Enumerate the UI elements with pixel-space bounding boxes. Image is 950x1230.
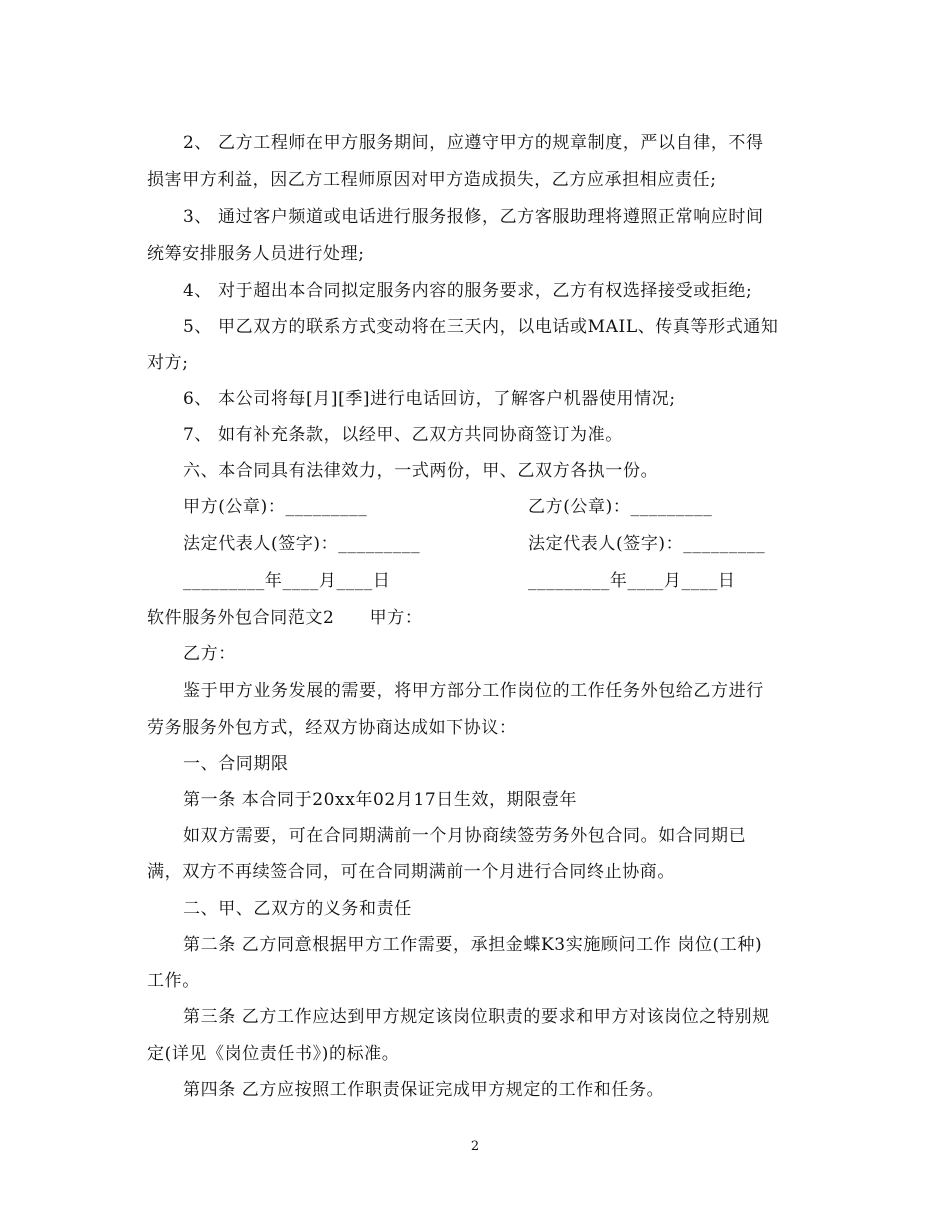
party-b-date-line: _________年____月____日 (528, 571, 736, 591)
section-1-heading: 一、合同期限 (183, 754, 289, 774)
renewal-line-2: 满，双方不再续签合同，可在合同期满前一个月进行合同终止协商。 (147, 862, 675, 882)
clause-7-line: 7、 如有补充条款，以经甲、乙双方共同协商签订为准。 (183, 425, 623, 445)
clause-2-line-2: 损害甲方利益，因乙方工程师原因对甲方造成损失，乙方应承担相应责任; (147, 170, 717, 190)
clause-2-line-1: 2、 乙方工程师在甲方服务期间，应遵守甲方的规章制度，严以自律，不得 (183, 133, 764, 153)
section-2-heading: 二、甲、乙双方的义务和责任 (183, 899, 412, 919)
clause-5-line-1: 5、 甲乙双方的联系方式变动将在三天内，以电话或MAIL、传真等形式通知 (183, 317, 779, 337)
party-a-representative-line: 法定代表人(签字)：_________ (183, 534, 421, 554)
preamble-line-1: 鉴于甲方业务发展的需要，将甲方部分工作岗位的工作任务外包给乙方进行 (183, 681, 764, 701)
party-a-date-line: _________年____月____日 (183, 571, 391, 591)
sample-2-heading: 软件服务外包合同范文2 甲方： (147, 608, 423, 628)
party-b-seal-line: 乙方(公章)：_________ (528, 497, 713, 517)
article-2-line-1: 第二条 乙方同意根据甲方工作需要，承担金蝶K3实施顾问工作 岗位(工种) (183, 935, 763, 955)
clause-3-line-1: 3、 通过客户频道或电话进行服务报修，乙方客服助理将遵照正常响应时间 (183, 207, 764, 227)
section-6-line: 六、本合同具有法律效力，一式两份，甲、乙双方各执一份。 (183, 461, 659, 481)
renewal-line-1: 如双方需要，可在合同期满前一个月协商续签劳务外包合同。如合同期已 (183, 826, 747, 846)
clause-6-line: 6、 本公司将每[月][季]进行电话回访，了解客户机器使用情况; (183, 389, 676, 409)
article-2-line-2: 工作。 (147, 971, 200, 991)
preamble-line-2: 劳务服务外包方式，经双方协商达成如下协议： (147, 718, 517, 738)
clause-4-line: 4、 对于超出本合同拟定服务内容的服务要求，乙方有权选择接受或拒绝; (183, 281, 753, 301)
article-3-line-2: 定(详见《岗位责任书》)的标准。 (147, 1044, 400, 1064)
clause-5-line-2: 对方; (147, 353, 189, 373)
article-4-line: 第四条 乙方应按照工作职责保证完成甲方规定的工作和任务。 (183, 1080, 665, 1100)
party-b-representative-line: 法定代表人(签字)：_________ (528, 534, 766, 554)
party-a-seal-line: 甲方(公章)：_________ (183, 497, 368, 517)
page-number: 2 (470, 1139, 480, 1154)
article-1-line: 第一条 本合同于20xx年02月17日生效，期限壹年 (183, 790, 578, 810)
clause-3-line-2: 统筹安排服务人员进行处理; (147, 244, 365, 264)
party-b-label: 乙方： (183, 644, 236, 664)
article-3-line-1: 第三条 乙方工作应达到甲方规定该岗位职责的要求和甲方对该岗位之特别规 (183, 1007, 770, 1027)
